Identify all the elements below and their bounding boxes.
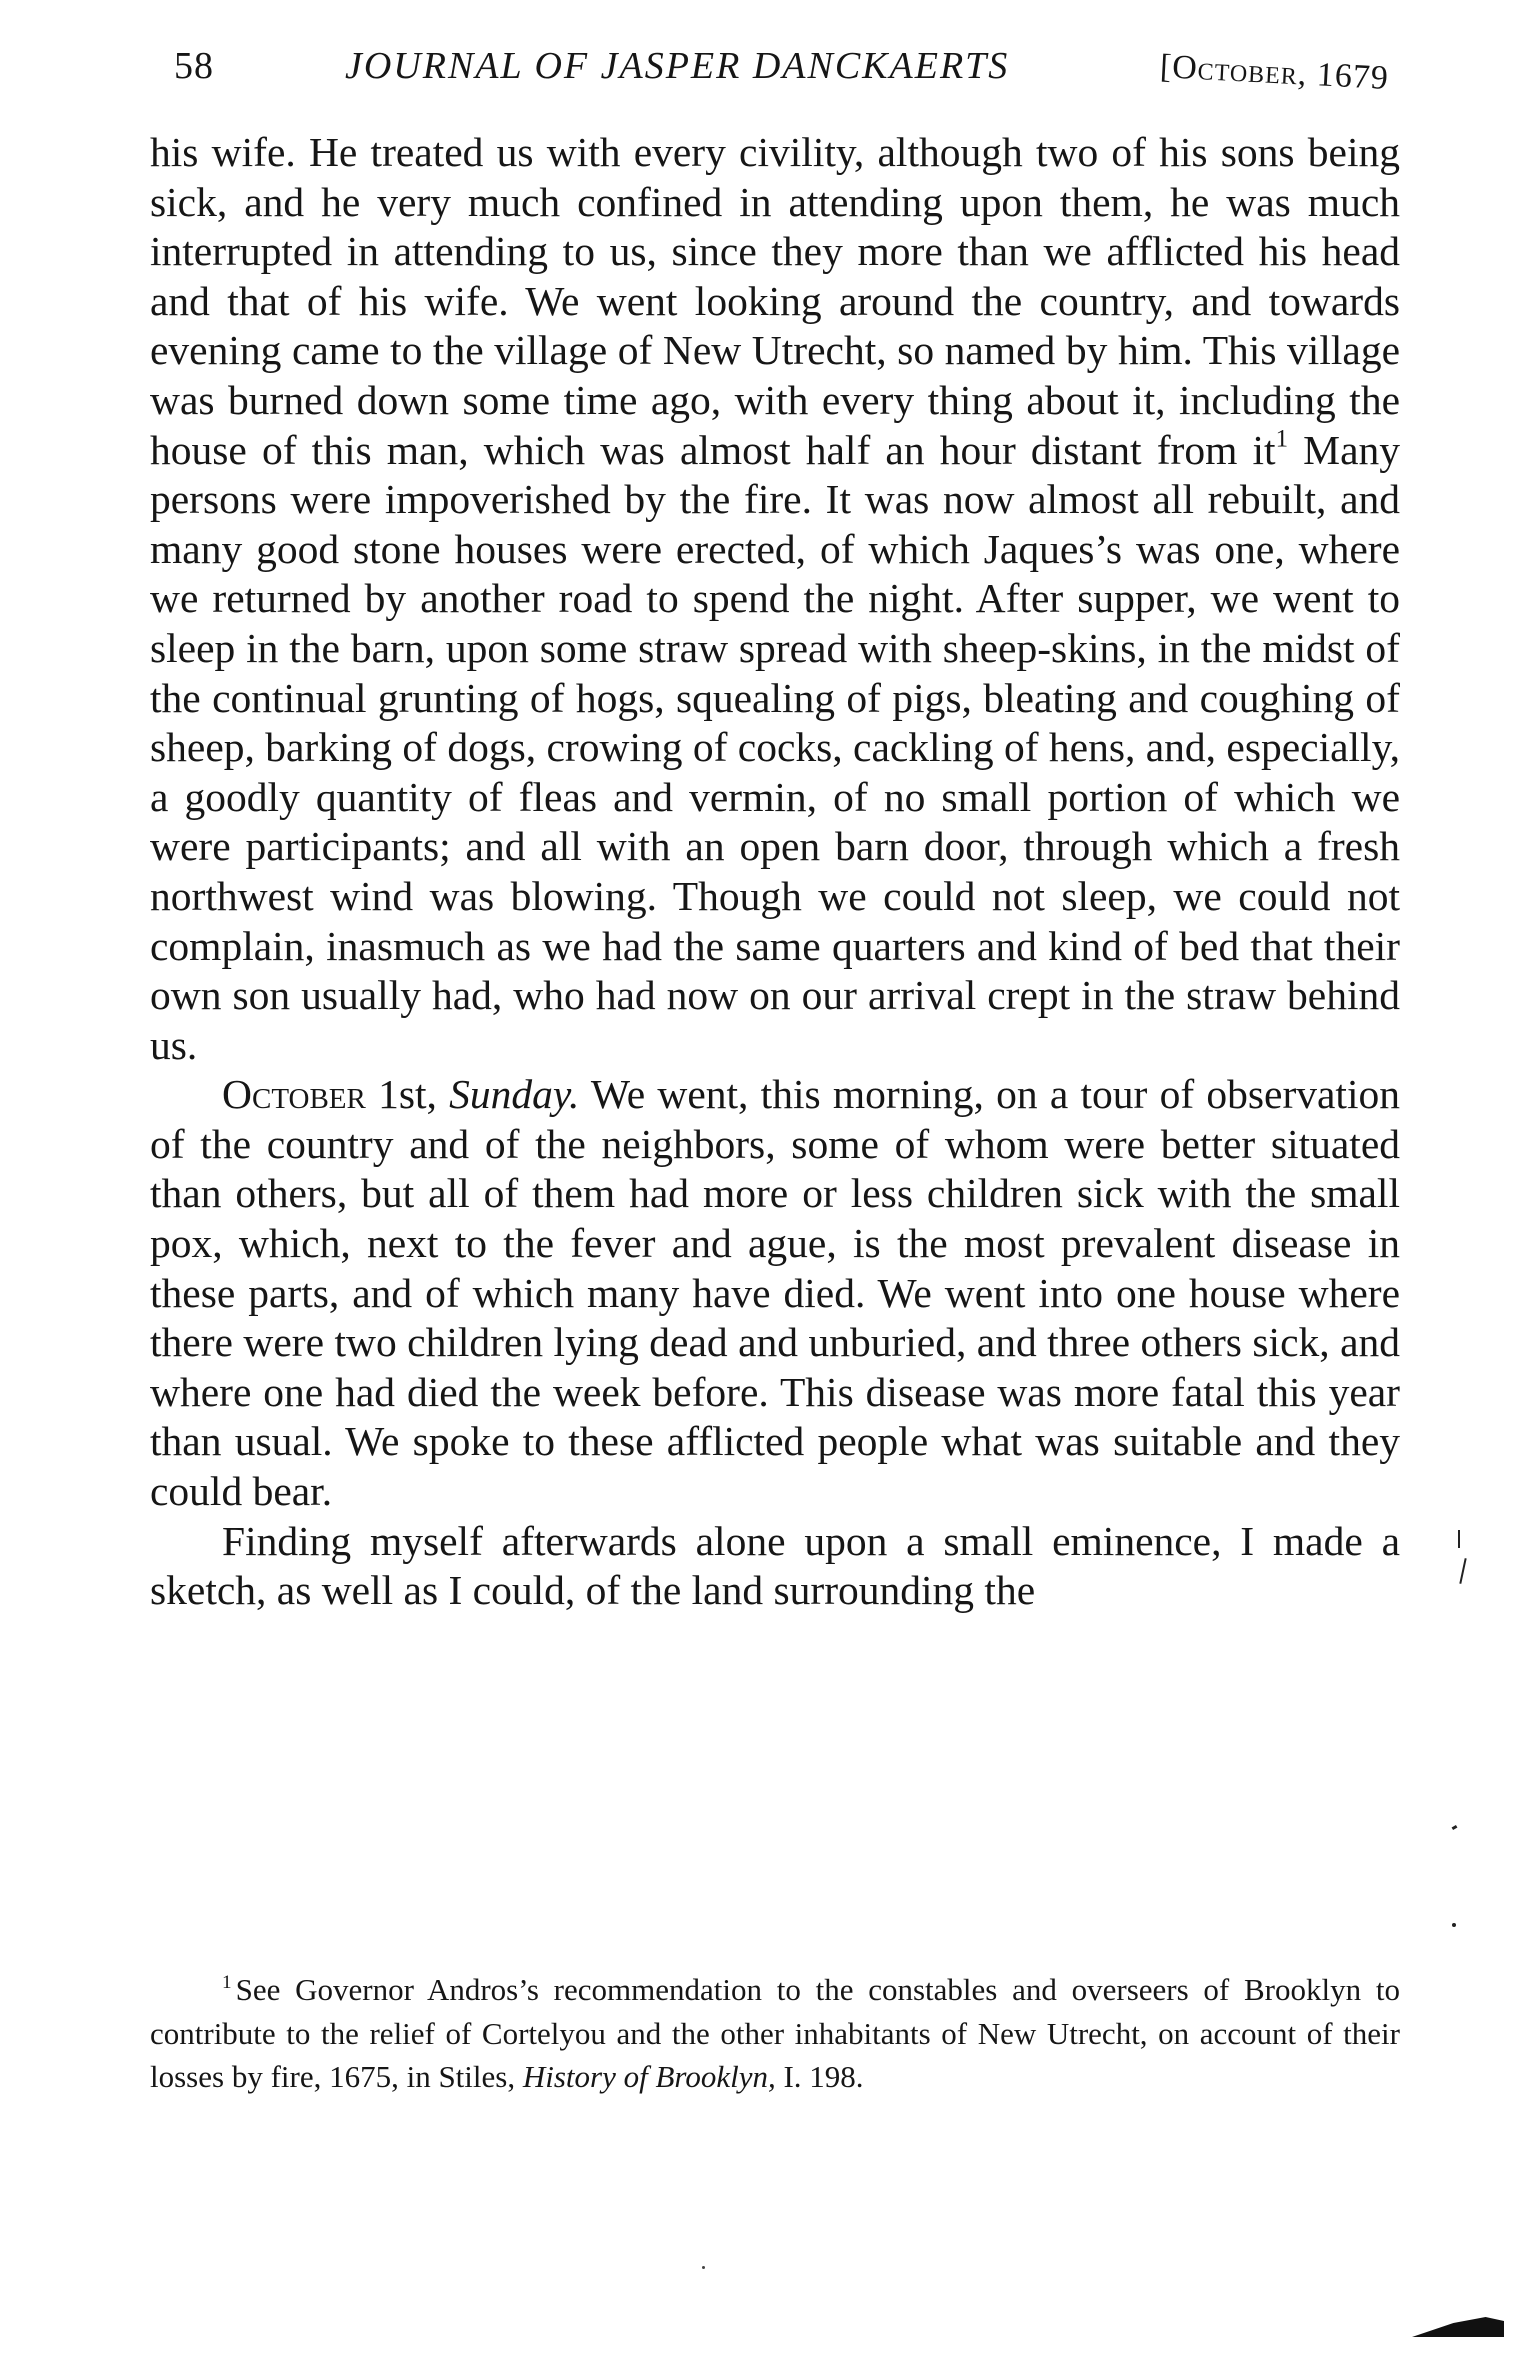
paragraph-1-rest: Many persons were impoverished by the fire. It was now almost all rebuilt, and many good stone houses were erected, of which Jaques’s was one, where we returned by another road to spend the night. After supper, we went to sleep in the barn, upon some straw spread with sheep-skins, in the midst of the continual grunting of hogs, squealing of pigs, bleating and coughing of sheep, barking of dogs, crowing of cocks, cackling of hens, and, especially, a goodly quantity of fleas and vermin, of no small portion of which we were participants; and all with an open barn door, through which a fresh northwest wind was blowing. Though we could not sleep, we could not complain, inasmuch as we had the same quarters and kind of bed that their own son usually had, who had now on our arrival crept in the straw behind us. xyxy=(150,426,1401,1068)
pencil-mark xyxy=(1452,1923,1456,1927)
page-number: 58 xyxy=(174,45,214,87)
paragraph-sketch xyxy=(150,1517,1400,1616)
body-text xyxy=(150,128,1400,1616)
footnote-reference: 1 xyxy=(1275,425,1289,453)
footnote-paragraph xyxy=(150,1968,1400,2099)
footnote-text: See Governor Andros’s recommendation to the constables and overseers of Brooklyn to contribute to the relief of Cortelyou and the other inhabitants of New Utrecht, on account of their losses by fire, 1675, in Stiles, xyxy=(150,1972,1400,2094)
running-head-date: [October, 1679 xyxy=(1159,48,1390,97)
footnote-end: I. 198. xyxy=(775,2059,864,2094)
ink-smudge xyxy=(1412,2317,1504,2337)
pencil-mark xyxy=(1458,1530,1460,1548)
paragraph-3-text: Finding myself afterwards alone upon a small eminence, I made a sketch, as well as I could, of the land surrounding the xyxy=(150,1517,1400,1614)
margin-pencil-marks xyxy=(1448,1530,1478,1930)
pencil-mark xyxy=(1452,1825,1458,1830)
date-day: 1st, xyxy=(365,1071,450,1118)
running-head xyxy=(150,44,1400,104)
running-head-title: JOURNAL OF JASPER DANCKAERTS xyxy=(345,45,1010,87)
footnote-citation: History of Brooklyn, xyxy=(522,2059,776,2094)
paragraph-1-text: his wife. He treated us with every civility, although two of his sons being sick, and he very much confined in attending upon them, he was much interrupted in attending to us, since they more than we afflicted his head and that of his wife. We went looking around the country, and towards evening came to the village of New Utrecht, so named by him. This village was burned down some time ago, with every thing about it, including the house of this man, which was almost half an hour distant from it xyxy=(150,129,1400,473)
footnote-mark: 1 xyxy=(222,1972,232,1994)
pencil-mark xyxy=(1459,1558,1466,1584)
print-speck xyxy=(702,2266,705,2269)
footnote xyxy=(150,1968,1400,2099)
date-weekday: Sunday. xyxy=(449,1071,580,1118)
paragraph-continuation xyxy=(150,128,1400,1070)
paragraph-2-text: We went, this morning, on a tour of observation of the country and of the neighbors, some of whom were better situated than others, but all of them had more or less children sick with the small pox, which, next to the fever and ague, is the most prevalent disease in these parts, and of which many have died. We went into one house where there were two children lying dead and unburied, and three others sick, and where one had died the week before. This disease was more fatal this year than usual. We spoke to these afflicted people what was suitable and they could bear. xyxy=(150,1071,1400,1515)
paragraph-october-first xyxy=(150,1070,1400,1516)
date-month: October xyxy=(222,1071,366,1118)
